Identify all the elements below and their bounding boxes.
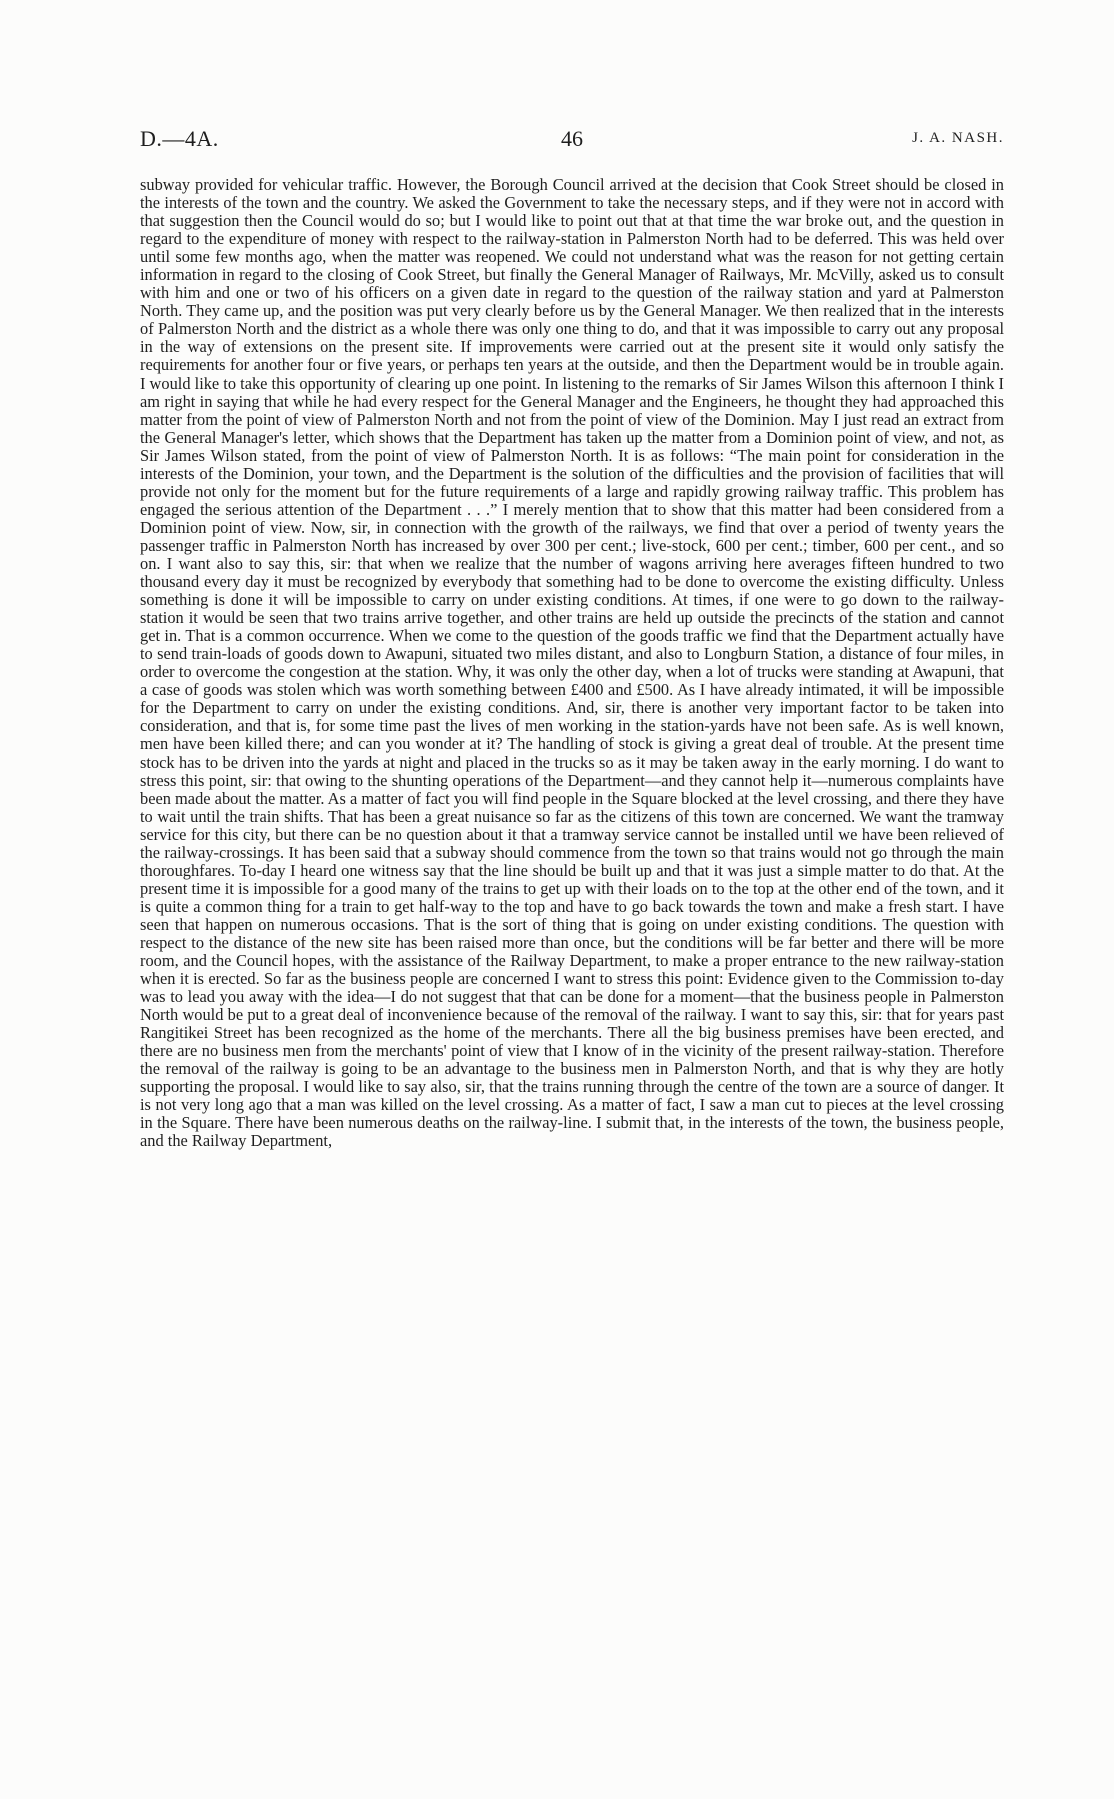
speaker-name: J. A. NASH. — [912, 130, 1004, 146]
body-paragraph: subway provided for vehicular traffic. However, the Borough Council arrived at the decision that Cook Street should be closed in the interests of the town and the country. We asked the Government to take the necessary steps, and if they were not in accord with that suggestion then the Council would do so; but I would like to point out that at that time the war broke out, and the question in regard to the expenditure of money with respect to the railway-station in Palmerston North had to be deferred. This was held over until some few months ago, when the matter was reopened. We could not understand what was the reason for not getting certain information in regard to the closing of Cook Street, but finally the General Manager of Railways, Mr. McVilly, asked us to consult with him and one or two of his officers on a given date in regard to the question of the railway station and yard at Palmerston North. They came up, and the position was put very clearly before us by the General Manager. We then realized that in the interests of Palmerston North and the district as a whole there was only one thing to do, and that it was impossible to carry out any proposal in the way of extensions on the present site. If improvements were carried out at the present site it would only satisfy the requirements for another four or five years, or perhaps ten years at the outside, and then the Department would be in trouble again. I would like to take this opportunity of clearing up one point. In listening to the remarks of Sir James Wilson this afternoon I think I am right in saying that while he had every respect for the General Manager and the Engineers, he thought they had approached this matter from the point of view of Palmerston North and not from the point of view of the Dominion. May I just read an extract from the General Manager's letter, which shows that the Department has taken up the matter from a Dominion point of view, and not, as Sir James Wilson stated, from the point of view of Palmerston North. It is as follows: “The main point for consideration in the interests of the Dominion, your town, and the Department is the solution of the difficulties and the provision of facilities that will provide not only for the moment but for the future requirements of a large and rapidly growing railway traffic. This problem has engaged the serious attention of the Department . . .” I merely mention that to show that this matter had been considered from a Dominion point of view. Now, sir, in connection with the growth of the railways, we find that over a period of twenty years the passenger traffic in Palmerston North has increased by over 300 per cent.; live-stock, 600 per cent.; timber, 600 per cent., and so on. I want also to say this, sir: that when we realize that the number of wagons arriving here averages fifteen hundred to two thousand every day it must be recognized by everybody that something had to be done to overcome the existing difficulty. Unless something is done it will be impossible to carry on under existing conditions. At times, if one were to go down to the railway-station it would be seen that two trains arrive together, and other trains are held up outside the precincts of the station and cannot get in. That is a common occurrence. When we come to the question of the goods traffic we find that the Department actually have to send train-loads of goods down to Awapuni, situated two miles distant, and also to Longburn Station, a distance of four miles, in order to overcome the congestion at the station. Why, it was only the other day, when a lot of trucks were standing at Awapuni, that a case of goods was stolen which was worth something between £400 and £500. As I have already intimated, it will be impossible for the Department to carry on under the existing conditions. And, sir, there is another very important factor to be taken into consideration, and that is, for some time past the lives of men working in the station-yards have not been safe. As is well known, men have been killed there; and can you wonder at it? The handling of stock is giving a great deal of trouble. At the present time stock has to be driven into the yards at night and placed in the trucks so as it may be taken away in the early morning. I do want to stress this point, sir: that owing to the shunting operations of the Department—and they cannot help it—numerous complaints have been made about the matter. As a matter of fact you will find people in the Square blocked at the level crossing, and there they have to wait until the train shifts. That has been a great nuisance so far as the citizens of this town are concerned. We want the tramway service for this city, but there can be no question about it that a tramway service cannot be installed until we have been relieved of the railway-crossings. It has been said that a subway should commence from the town so that trains would not go through the main thoroughfares. To-day I heard one witness say that the line should be built up and that it was just a simple matter to do that. At the present time it is impossible for a good many of the trains to get up with their loads on to the top at the other end of the town, and it is quite a common thing for a train to get half-way to the top and have to go back towards the town and make a fresh start. I have seen that happen on numerous occasions. That is the sort of thing that is going on under existing conditions. The question with respect to the distance of the new site has been raised more than once, but the conditions will be far better and there will be more room, and the Council hopes, with the assistance of the Railway Department, to make a proper entrance to the new railway-station when it is erected. So far as the business people are concerned I want to stress this point: Evidence given to the Commission to-day was to lead you away with the idea—I do not suggest that that can be done for a moment—that the business people in Palmerston North would be put to a great deal of inconvenience because of the removal of the railway. I want to say this, sir: that for years past Rangitikei Street has been recognized as the home of the merchants. There all the big business premises have been erected, and there are no business men from the merchants' point of view that I know of in the vicinity of the present railway-station. Therefore the removal of the railway is going to be an advantage to the business men in Palmerston North, and that is why they are hotly supporting the proposal. I would like to say also, sir, that the trains running through the centre of the town are a source of danger. It is not very long ago that a man was killed on the level crossing. As a matter of fact, I saw a man cut to pieces at the level crossing in the Square. There have been numerous deaths on the railway-line. I submit that, in the interests of the town, the business people, and the Railway Department, — [140, 175, 1004, 1151]
page-number: 46 — [561, 126, 583, 151]
document-reference: D.—4A. — [140, 126, 219, 151]
page-header — [140, 126, 1004, 156]
